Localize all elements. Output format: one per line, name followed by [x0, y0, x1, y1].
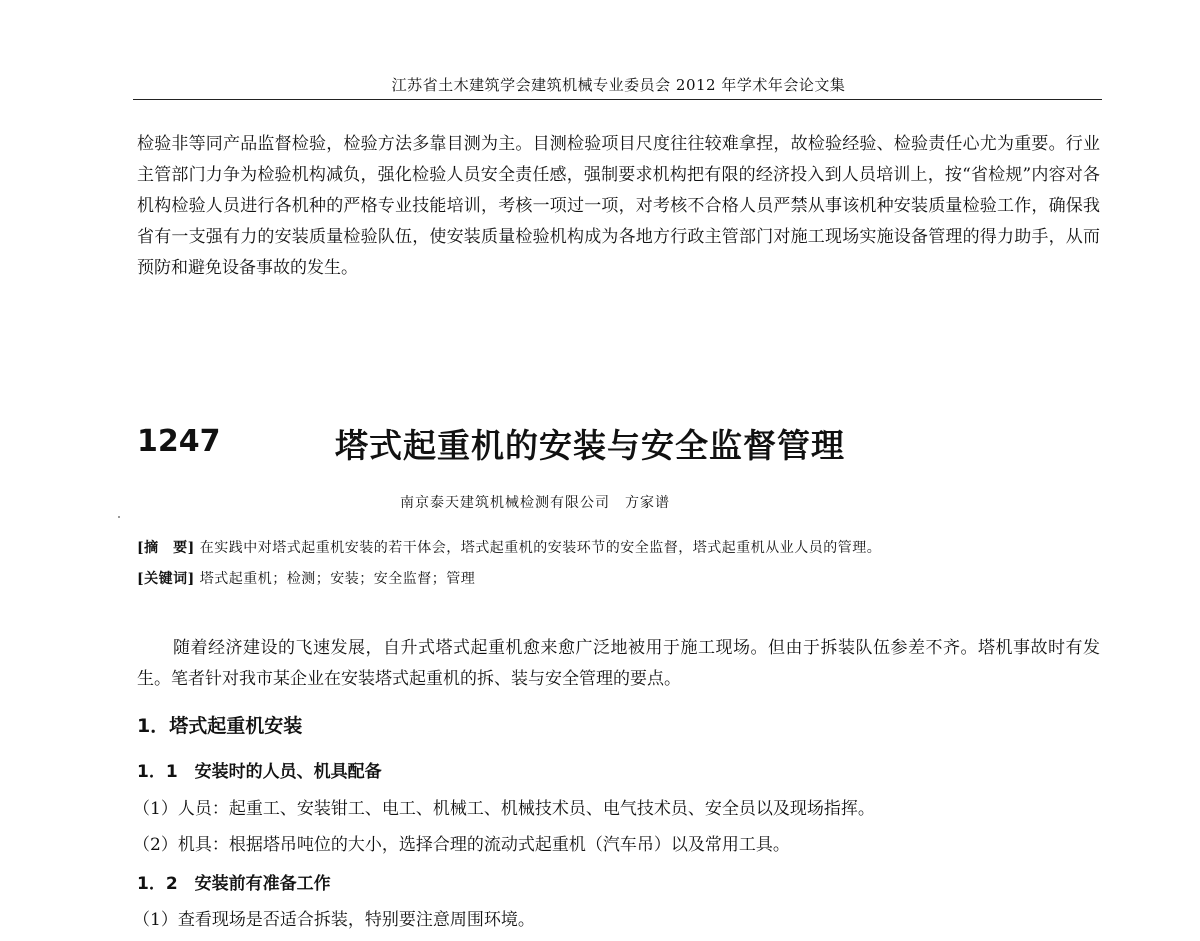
abstract-text: 在实践中对塔式起重机安装的若干体会，塔式起重机的安装环节的安全监督，塔式起重机从业人员的管理。 — [199, 540, 882, 556]
list-item: （1）人员：起重工、安装钳工、电工、机械工、机械技术员、电气技术员、安全员以及现场指挥。 — [133, 799, 875, 819]
scan-speck — [118, 516, 120, 518]
running-header: 江苏省土木建筑学会建筑机械专业委员会 2012 年学术年会论文集 — [391, 76, 846, 94]
subsection-1-1-heading: 1．1 安装时的人员、机具配备 — [137, 762, 382, 782]
list-item: （2）机具：根据塔吊吨位的大小，选择合理的流动式起重机（汽车吊）以及常用工具。 — [133, 835, 790, 855]
abstract-label: [摘 要] — [137, 540, 195, 556]
preceding-paragraph: 检验非等同产品监督检验，检验方法多靠目测为主。目测检验项目尺度往往较难拿捏，故检验经验、检验责任心尤为重要。行业主管部门力争为检验机构减负，强化检验人员安全责任感，强制要求机构把有限的经济投入到人员培训上，按“省检规”内容对各机构检验人员进行各机种的严格专业技能培训，考核一项过一项，对考核不合格人员严禁从事该机种安装质量检验工作，确保我省有一支强有力的安装质量检验队伍，使安装质量检验机构成为各地方行政主管部门对施工现场实施设备管理的得力助手，从而预防和避免设备事故的发生。 — [137, 134, 1100, 278]
header-rule — [133, 99, 1102, 100]
section-1-heading: 1．塔式起重机安装 — [137, 715, 303, 737]
subsection-1-2-heading: 1．2 安装前有准备工作 — [137, 874, 331, 894]
abstract — [137, 537, 881, 557]
keywords-text: 塔式起重机；检测；安装；安全监督；管理 — [199, 571, 476, 587]
intro-paragraph: 随着经济建设的飞速发展，自升式塔式起重机愈来愈广泛地被用于施工现场。但由于拆装队伍参差不齐。塔机事故时有发生。笔者针对我市某企业在安装塔式起重机的拆、装与安全管理的要点。 — [137, 638, 1100, 689]
article-title: 塔式起重机的安装与安全监督管理 — [335, 426, 845, 465]
author-line: 南京泰天建筑机械检测有限公司 方家谱 — [400, 495, 670, 511]
keywords — [137, 568, 475, 588]
article-number: 1247 — [137, 424, 221, 459]
keywords-label: [关键词] — [137, 571, 195, 587]
list-item: （1）查看现场是否适合拆装，特别要注意周围环境。 — [133, 910, 535, 930]
